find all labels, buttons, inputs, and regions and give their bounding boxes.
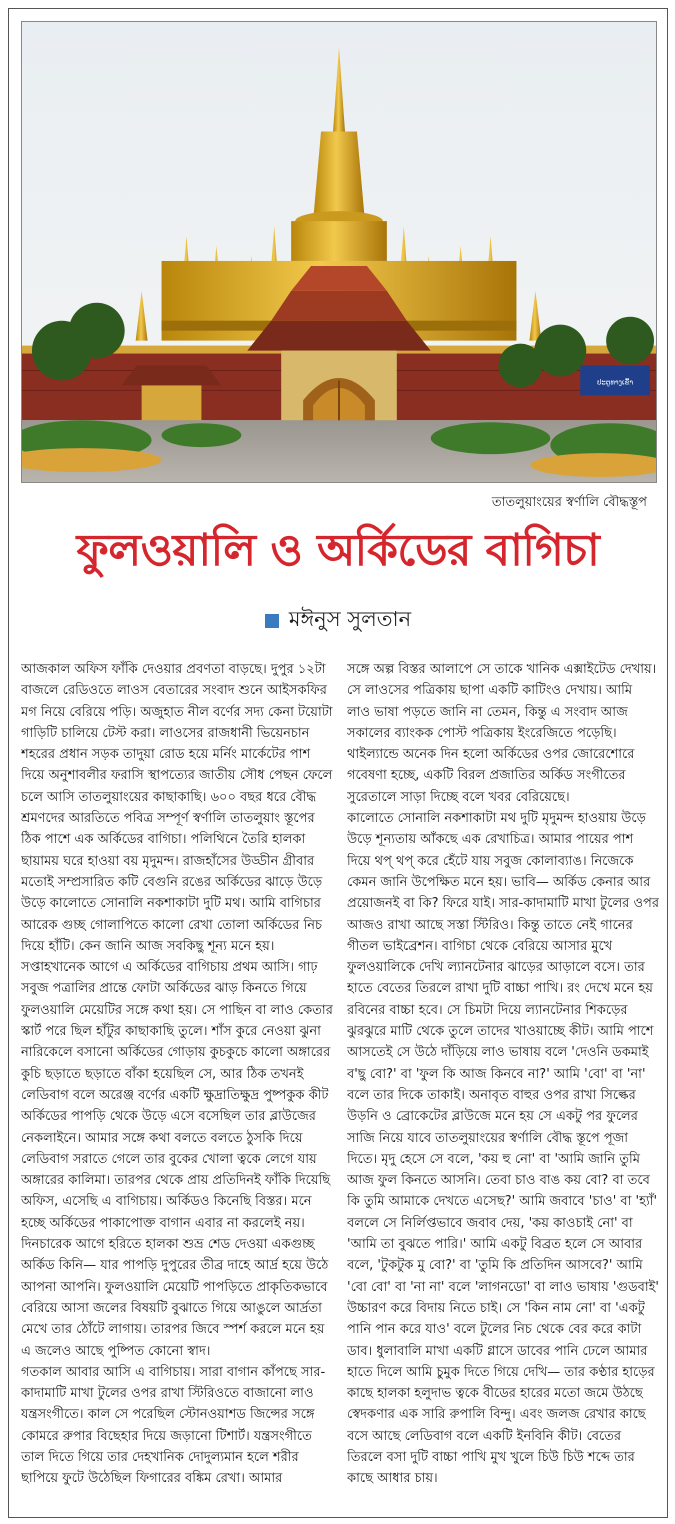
author-byline [9,603,667,638]
paragraph: কালোতে সোনালি নকশাকাটা মথ দুটি মৃদুমন্দ হাওয়ায় উড়ে উড়ে শূন্যতায় আঁকছে এক রেখাচিত্র। আমার পায়ের পাশ দিয়ে থপ্ থপ্ করে হেঁটে যায় সবুজ কোলাব্যাঙ। নিজেকে কেমন জানি উপেক্ষিত মনে হয়। ভাবি— অর্কিড কেনার আর প্রয়োজনই বা কি? ফিরে যাই। সার-কাদামাটি মাখা টুলের ওপর আজও রাখা আছে সস্তা স্টিরিও। কিন্তু তাতে নেই গানের গীতল ভাইব্রেশন। বাগিচা থেকে বেরিয়ে আসার মুখে ফুলওয়ালিকে দেখি ল্যানটেনার ঝাড়ের আড়ালে বসে। তার হাতে বেতের তিরলে রাখা দুটি বাচ্চা পাখি। রং দেখে মনে হয় রবিনের বাচ্চা হবে। সে চিমটা দিয়ে ল্যানটেনার শিকড়ের ঝুরঝুরে মাটি থেকে তুলে তাদের খাওয়াচ্ছে কীট। আমি পাশে আসতেই সে উঠে দাঁড়িয়ে লাও ভাষায় বলে 'দেওনি ডকমাই ব'ছু বো?' বা 'ফুল কি আজ কিনবে না?' আমি 'বো' বা 'না' বলে তার দিকে তাকাই। অনাবৃত বাহুর ওপর রাখা সিল্কের উড়নি ও ব্রোকেটের ব্লাউজে মনে হয় সে একটু পর ফুলের সাজি নিয়ে যাবে তাতলুয়াংয়ের স্বর্ণালি বৌদ্ধ স্তূপে পূজা দিতে। মৃদু হেসে সে বলে, 'কয় হু নো' বা 'আমি জানি তুমি আজ ফুল কিনতে আসনি। তেবা চাও বাঙ কয় বো? বা তবে কি তুমি আমাকে দেখতে এসেছ?' আমি জবাবে 'চাও' বা 'হ্যাঁ' বললে সে নির্লিপ্তভাবে জবাব দেয়, 'কয় কাওচাই নো' বা 'আমি তা বুঝতে পারি।' আমি একটু বিব্রত হলে সে আবার বলে, 'টুকটুক মু বো?' বা 'তুমি কি প্রতিদিন আসবে?' আমি 'বো বো' বা 'না না' বলে 'লাগনডো' বা লাও ভাষায় 'গুডবাই' উচ্চারণ করে বিদায় নিতে চাই। সে 'কিন নাম নো' বা 'একটু পানি পান করে যাও' বলে টুলের নিচ থেকে বের করে কাটা ডাব। ধুলাবালি মাখা একটি গ্লাসে ডাবের পানি ঢেলে আমার হাতে দিলে আমি চুমুক দিতে গিয়ে দেখি— তার কণ্ঠার হাড়ের কাছে হালকা হলুদাভ ত্বকে বীডের হারের মতো জমে উঠছে স্বেদকণার এক সারি রুপালি বিন্দু। এবং জলজ রেখার কাছে বসে আছে লেডিবাগ বলে একটি ইনবিনি কীট। বেতের তিরলে বসা দুটি বাচ্চা পাখি মুখ খুলে চিউ চিউ শব্দে তার কাছে আধার চায়। [347,811,659,1487]
paragraph: আজকাল অফিস ফাঁকি দেওয়ার প্রবণতা বাড়ছে। দুপুর ১২টা বাজলে রেডিওতে লাওস বেতারের সংবাদ শুনে আইসকফির মগ নিয়ে বেরিয়ে পড়ি। অজুহাত নীল বর্ণের সদ্য কেনা টয়োটা গাড়িটি চালিয়ে টেস্ট করা। লাওসের রাজধানী ভিয়েনচান শহরের প্রধান সড়ক তাদুয়া রোড হয়ে মর্নিং মার্কেটের পাশ দিয়ে অনুশাবলীর ফরাসি স্থাপত্যের জাতীয় সৌধ পেছন ফেলে চলে আসি তাতলুয়াংয়ের কাছাকাছি। ৬০০ বছর ধরে বৌদ্ধ শ্রমণদের আরতিতে পবিত্র সম্পূর্ণ স্বর্ণালি তাতলুয়াং স্তূপের ঠিক পাশে এক অর্কিডের বাগিচা। পলিথিনে তৈরি হালকা ছায়াময় ঘরে হাওয়া বয় মৃদুমন্দ। রাজহাঁসের উড্ডীন গ্রীবার মতোই সম্প্রসারিত কটি বেগুনি রঙের অর্কিডের ঝাড়ে উড়ে উড়ে কালোতে সোনালি নকশাকাটা দুটি মথ। আমি বাগিচার আরেক গুচ্ছ গোলাপিতে কালো রেখা তোলা অর্কিডের নিচ দিয়ে হাঁটি। কেন জানি আজ সবকিছু শূন্য মনে হয়। সপ্তাহখানেক আগে এ অর্কিডের বাগিচায় প্রথম আসি। গাঢ় সবুজ পত্রালির প্রান্তে ফোটা অর্কিডের ঝাড় কিনতে গিয়ে ফুলওয়ালি মেয়েটির সঙ্গে কথা হয়। সে পাছিন বা লাও কেতার স্কার্ট পরে ছিল হাঁটুর কাছাকাছি তুলে। শাঁস কুরে নেওয়া ঝুনা নারিকেলে বসানো অর্কিডের গোড়ায় কুচকুচে কালো অঙ্গারের কুচি ছড়াতে ছড়াতে বাঁকা হয়েছিল সে, আর ঠিক তখনই লেডিবাগ বলে অরেঞ্জ বর্ণের একটি ক্ষুদ্রাতিক্ষুদ্র পুষ্পকুক কীট অর্কিডের পাপড়ি থেকে উড়ে এসে বসেছিল তার ব্লাউজের নেকলাইনে। আমার সঙ্গে কথা বলতে বলতে ঠুসকি দিয়ে লেডিবাগ সরাতে গেলে তার বুকের খোলা ত্বকে লেগে যায় অঙ্গারের কালিমা। তারপর থেকে প্রায় প্রতিদিনই ফাঁকি দিয়েছি অফিস, এসেছি এ বাগিচায়। অর্কিডও কিনেছি বিস্তর। মনে হচ্ছে অর্কিডের পাকাপোক্ত বাগান এবার না করলেই নয়। দিনচারেক আগে হরিতে হালকা শুভ্র শেড দেওয়া একগুচ্ছ অর্কিড কিনি— যার পাপড়ি দুপুরের তীব্র দাহে আর্দ্র হয়ে উঠে আপনা আপনি। ফুলওয়ালি মেয়েটি পাপড়িতে প্রাকৃতিকভাবে বেরিয়ে আসা জলের বিষয়টি বুঝাতে গিয়ে আঙুলে আর্দ্রতা মেখে তার ঠোঁটে লাগায়। তারপর জিবে স্পর্শ করলে মনে হয় এ জলেও আছে পুষ্পিত কোনো স্বাদ। [21,662,333,1359]
byline-square-icon [265,614,279,628]
article-body [21,659,659,1509]
article-column-2 [347,659,659,1509]
paragraph: গতকাল আবার আসি এ বাগিচায়। সারা বাগান কাঁপছে সার-কাদামাটি মাখা টুলের ওপর রাখা স্টিরিওতে বাজানো লাও যন্ত্রসংগীতে। কাল সে পরেছিল স্টোনওয়াশড জিন্সের সঙ্গে কোমরে রুপার বিছেহার দিয়ে জড়ানো টিশার্ট। যন্ত্রসংগীতে তাল দিতে গিয়ে তার দেহখানিক দোদুল্যমান হলে শরীর ছাপিয়ে ফুটে উঠেছিল ফিগারের বঙ্কিম রেখা। আমার [21,1364,326,1487]
sign-board-text: ປະຕູທາງເຂົ້າ [597,378,634,387]
photo-caption: তাতলুয়াংয়ের স্বর্ণালি বৌদ্ধস্তূপ [491,495,647,510]
article-column-1 [21,659,333,1509]
author-name: মঈনুস সুলতান [288,607,412,631]
article-title: ফুলওয়ালি ও অর্কিডের বাগিচা [76,525,600,576]
stupa-photo [21,21,657,483]
stupa-illustration [22,22,656,482]
paragraph: সঙ্গে অল্প বিস্তর আলাপে সে তাকে খানিক এক্সাইটেড দেখায়। সে লাওসের পত্রিকায় ছাপা একটি কাটিংও দেখায়। আমি লাও ভাষা পড়তে জানি না তেমন, কিন্তু এ সংবাদ আজ সকালের ব্যাংকক পোস্ট পত্রিকায় ইংরেজিতে পড়েছি। থাইল্যান্ডে অনেক দিন হলো অর্কিডের ওপর জোরেশোরে গবেষণা হচ্ছে, একটি বিরল প্রজাতির অর্কিড সংগীতের সুরেতালে সাড়া দিচ্ছে বলে খবর বেরিয়েছে। [347,662,657,805]
newspaper-page [8,8,668,1518]
